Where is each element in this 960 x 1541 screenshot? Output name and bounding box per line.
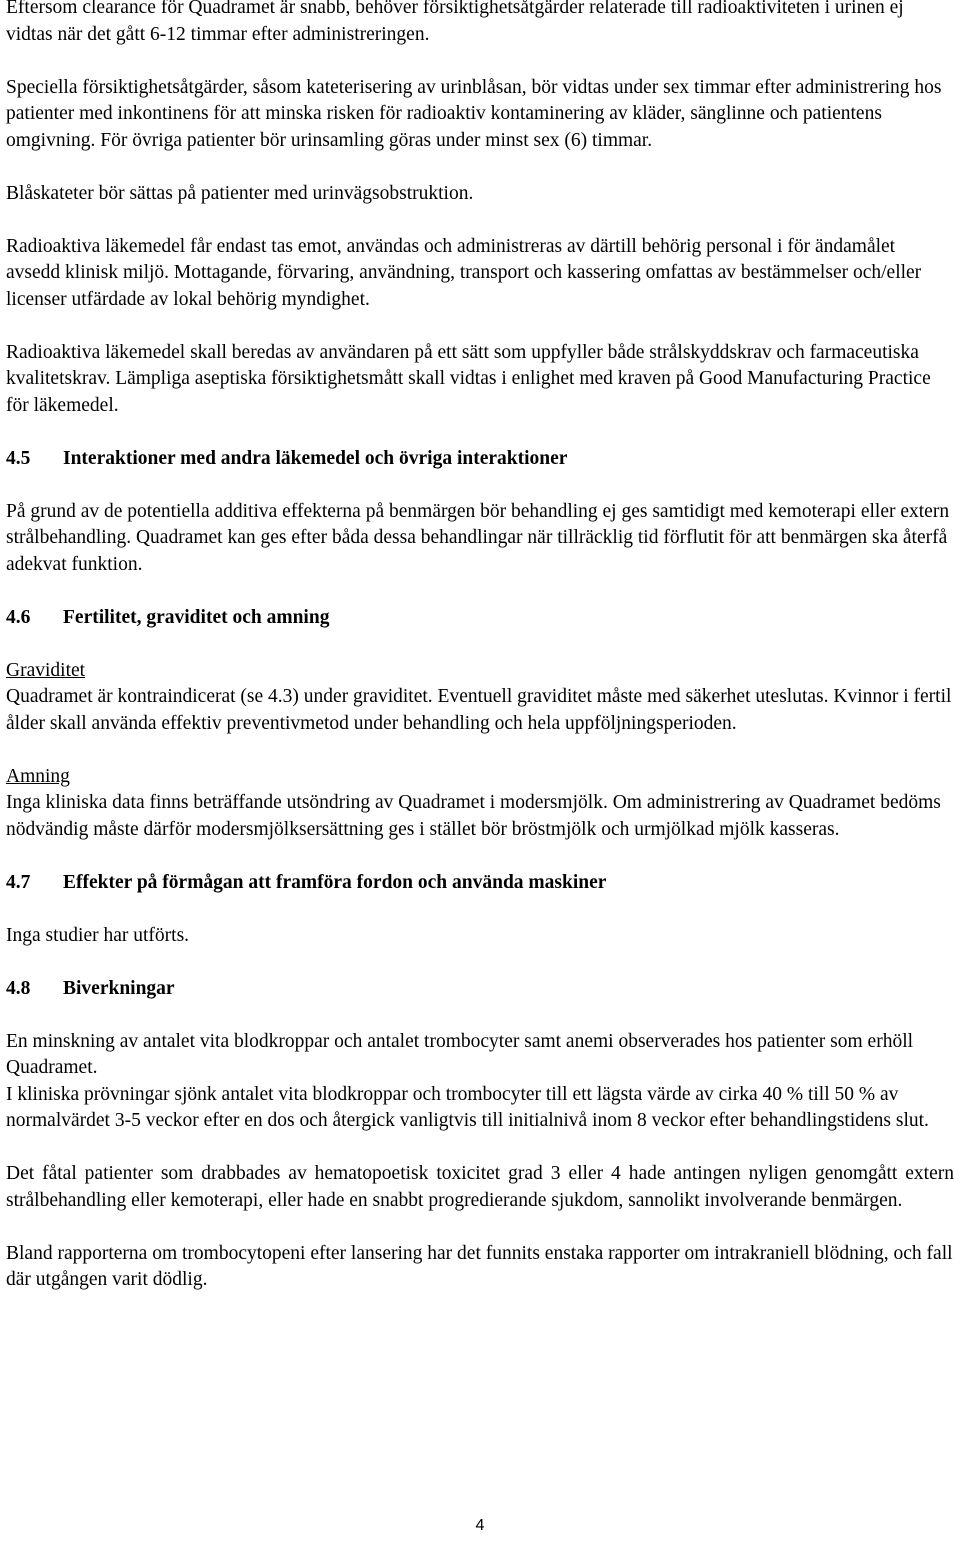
- paragraph-side-effects-1: En minskning av antalet vita blodkroppar och antalet trombocyter samt anemi observerades hos patienter som erhöll Quadramet.: [6, 1030, 914, 1078]
- paragraph-driving: Inga studier har utförts.: [6, 924, 190, 946]
- section-title: Effekter på förmågan att framföra fordon och använda maskiner: [63, 871, 607, 893]
- paragraph-side-effects-3: Det fåtal patienter som drabbades av hematopoetisk toxicitet grad 3 eller 4 hade antingen nyligen genomgått extern strålbehandling eller kemoterapi, eller hade en snabbt progredierande sjukdom, sannolikt involverande benmärgen.: [6, 1163, 954, 1211]
- subheading-graviditet: Graviditet: [6, 659, 86, 681]
- section-heading-4-5: [6, 446, 954, 473]
- section-heading-4-6: [6, 605, 954, 632]
- document-page: [6, 0, 954, 1320]
- paragraph-side-effects-2: I kliniska prövningar sjönk antalet vita blodkroppar och trombocyter till ett lägsta värde av cirka 40 % till 50 % av normalvärdet 3-5 veckor efter en dos och återgick vanligtvis till initialnivå inom 8 veckor efter behandlingstidens slut.: [6, 1083, 929, 1131]
- subsection-amning: [6, 764, 954, 844]
- amning-text: Inga kliniska data finns beträffande utsöndring av Quadramet i modersmjölk. Om administrering av Quadramet bedöms nödvändig måste därför modersmjölksersättning ges i stället bör bröstmjölk och urmjölkad mjölk kasseras.: [6, 792, 941, 840]
- section-title: Biverkningar: [63, 977, 175, 999]
- section-title: Interaktioner med andra läkemedel och övriga interaktioner: [63, 447, 568, 469]
- paragraph-handling: Radioaktiva läkemedel får endast tas emot, användas och administreras av därtill behörig personal i för ändamålet avsedd klinisk miljö. Mottagande, förvaring, användning, transport och kassering omfattas av bestämmelser och/eller licenser utfärdade av lokal behörig myndighet.: [6, 235, 922, 310]
- section-number: 4.5: [6, 447, 31, 469]
- paragraph-side-effects-4: Bland rapporterna om trombocytopeni efter lansering har det funnits enstaka rapporter om intrakraniell blödning, och fall där utgången varit dödlig.: [6, 1242, 953, 1290]
- section-number: 4.6: [6, 606, 31, 628]
- section-heading-4-8: [6, 976, 954, 1003]
- subsection-graviditet: [6, 658, 954, 738]
- section-heading-4-7: [6, 870, 954, 897]
- paragraph-precautions: Speciella försiktighetsåtgärder, såsom kateterisering av urinblåsan, bör vidtas under sex timmar efter administrering hos patienter med inkontinens för att minska risken för radioaktiv kontaminering av kläder, sänglinne och patientens omgivning. För övriga patienter bör urinsamling göras under minst sex (6) timmar.: [6, 76, 942, 151]
- paragraph-clearance: Eftersom clearance för Quadramet är snabb, behöver försiktighetsåtgärder relaterade till radioaktiviteten i urinen ej vidtas när det gått 6-12 timmar efter administreringen.: [6, 0, 904, 45]
- paragraph-preparation: Radioaktiva läkemedel skall beredas av användaren på ett sätt som uppfyller både strålskyddskrav och farmaceutiska kvalitetskrav. Lämpliga aseptiska försiktighetsmått skall vidtas i enlighet med kraven på Good Manufacturing Practice för läkemedel.: [6, 341, 931, 416]
- subheading-amning: Amning: [6, 765, 70, 787]
- paragraph-catheter: Blåskateter bör sättas på patienter med urinvägsobstruktion.: [6, 182, 474, 204]
- section-number: 4.7: [6, 871, 31, 893]
- paragraph-interactions: På grund av de potentiella additiva effekterna på benmärgen bör behandling ej ges samtidigt med kemoterapi eller extern strålbehandling. Quadramet kan ges efter båda dessa behandlingar när tillräcklig tid förflutit för att benmärgen ska återfå adekvat funktion.: [6, 500, 950, 575]
- graviditet-text: Quadramet är kontraindicerat (se 4.3) under graviditet. Eventuell graviditet måste med säkerhet uteslutas. Kvinnor i fertil ålder skall använda effektiv preventivmetod under behandling och hela uppföljningsperioden.: [6, 686, 952, 734]
- section-number: 4.8: [6, 977, 31, 999]
- section-title: Fertilitet, graviditet och amning: [63, 606, 330, 628]
- page-number: 4: [475, 1517, 485, 1534]
